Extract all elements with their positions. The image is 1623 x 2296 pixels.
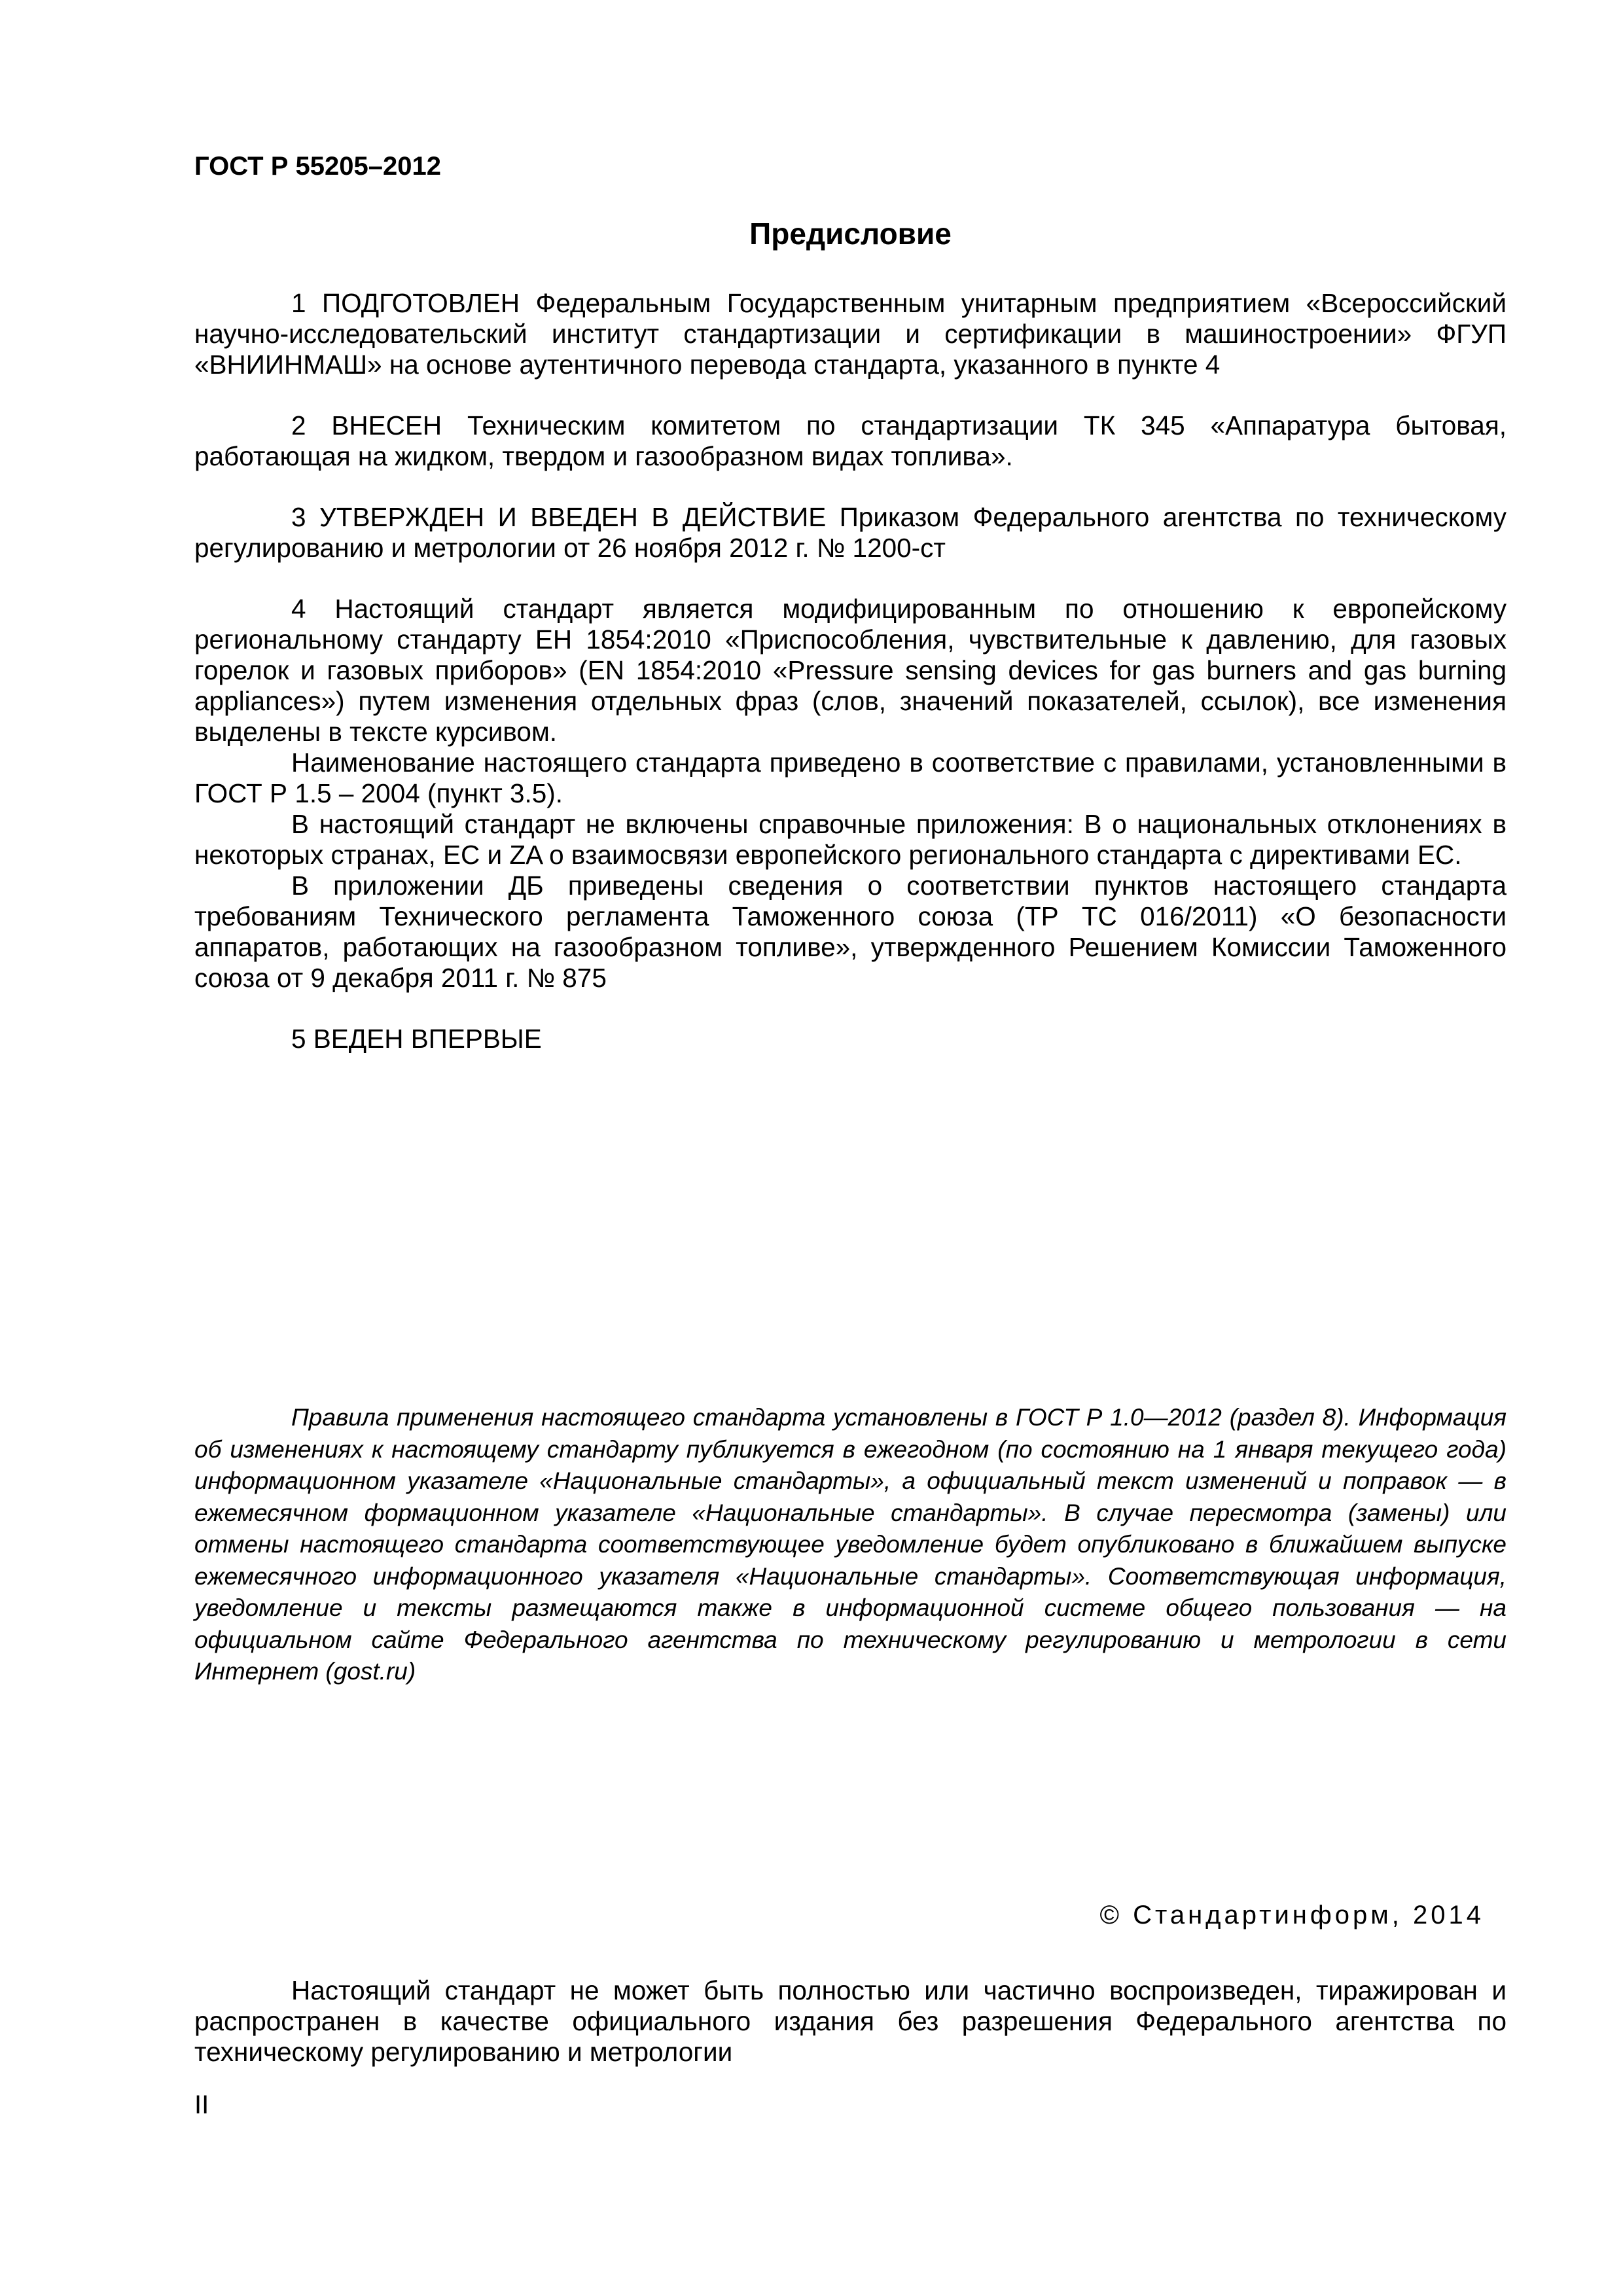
item-3-approved: 3 УТВЕРЖДЕН И ВВЕДЕН В ДЕЙСТВИЕ Приказом Федерального агентства по техническому регулированию и метрологии от 26 ноября 2012 г. № 1200-ст bbox=[194, 502, 1507, 563]
reproduction-notice: Настоящий стандарт не может быть полностью или частично воспроизведен, тиражирован и распространен в качестве официального издания без разрешения Федерального агентства по техническому регулированию и метрологии bbox=[194, 1975, 1507, 2067]
item-4-annex-db-note: В приложении ДБ приведены сведения о соответствии пунктов настоящего стандарта требованиям Технического регламента Таможенного союза (ТР ТС 016/2011) «О безопасности аппаратов, работающих на газообразном топливе», утвержденного Решением Комиссии Таможенного союза от 9 декабря 2011 г. № 875 bbox=[194, 870, 1507, 993]
item-4-title-note: Наименование настоящего стандарта приведено в соответствие с правилами, установленными в ГОСТ Р 1.5 – 2004 (пункт 3.5). bbox=[194, 747, 1507, 808]
item-5-first-edition: 5 ВЕДЕН ВПЕРВЫЕ bbox=[291, 1024, 542, 1054]
rules-note: Правила применения настоящего стандарта установлены в ГОСТ Р 1.0—2012 (раздел 8). Информация об изменениях к настоящему стандарту публикуется в ежегодном (по состоянию на 1 января текущего года) информационном указателе «Национальные стандарты», а официальный текст изменений и поправок — в ежемесячном формационном указателе «Национальные стандарты». В случае пересмотра (замены) или отмены настоящего стандарта соответствующее уведомление будет опубликовано в ближайшем выпуске ежемесячного информационного указателя «Национальные стандарты». Соответствующая информация, уведомление и тексты размещаются также в информационной системе общего пользования — на официальном сайте Федерального агентства по техническому регулированию и метрологии в сети Интернет (gost.ru) bbox=[194, 1404, 1507, 1685]
item-4-annexes-note: В настоящий стандарт не включены справочные приложения: В о национальных отклонениях в некоторых странах, ЕС и ZA о взаимосвязи европейского регионального стандарта с директивами ЕС. bbox=[194, 809, 1507, 870]
foreword-body bbox=[194, 288, 1507, 1054]
item-1-prepared: 1 ПОДГОТОВЛЕН Федеральным Государственным унитарным предприятием «Всероссийский научно-исследовательский институт стандартизации и сертификации в машиностроении» ФГУП «ВНИИНМАШ» на основе аутентичного перевода стандарта, указанного в пункте 4 bbox=[194, 288, 1507, 380]
page-number: II bbox=[194, 2090, 209, 2119]
item-2-introduced: 2 ВНЕСЕН Техническим комитетом по стандартизации ТК 345 «Аппаратура бытовая, работающая на жидком, твердом и газообразном видах топлива». bbox=[194, 410, 1507, 471]
document-header: ГОСТ Р 55205–2012 bbox=[194, 152, 441, 181]
copyright: © Стандартинформ, 2014 bbox=[1099, 1901, 1484, 1929]
item-4-modified-standard: 4 Настоящий стандарт является модифицированным по отношению к европейскому региональному стандарту ЕН 1854:2010 «Приспособления, чувствительные к давлению, для газовых горелок и газовых приборов» (EN 1854:2010 «Pressure sensing devices for gas burners and gas burning appliances») путем изменения отдельных фраз (слов, значений показателей, ссылок), все изменения выделены в тексте курсивом. bbox=[194, 594, 1507, 747]
page-title: Предисловие bbox=[749, 217, 952, 251]
